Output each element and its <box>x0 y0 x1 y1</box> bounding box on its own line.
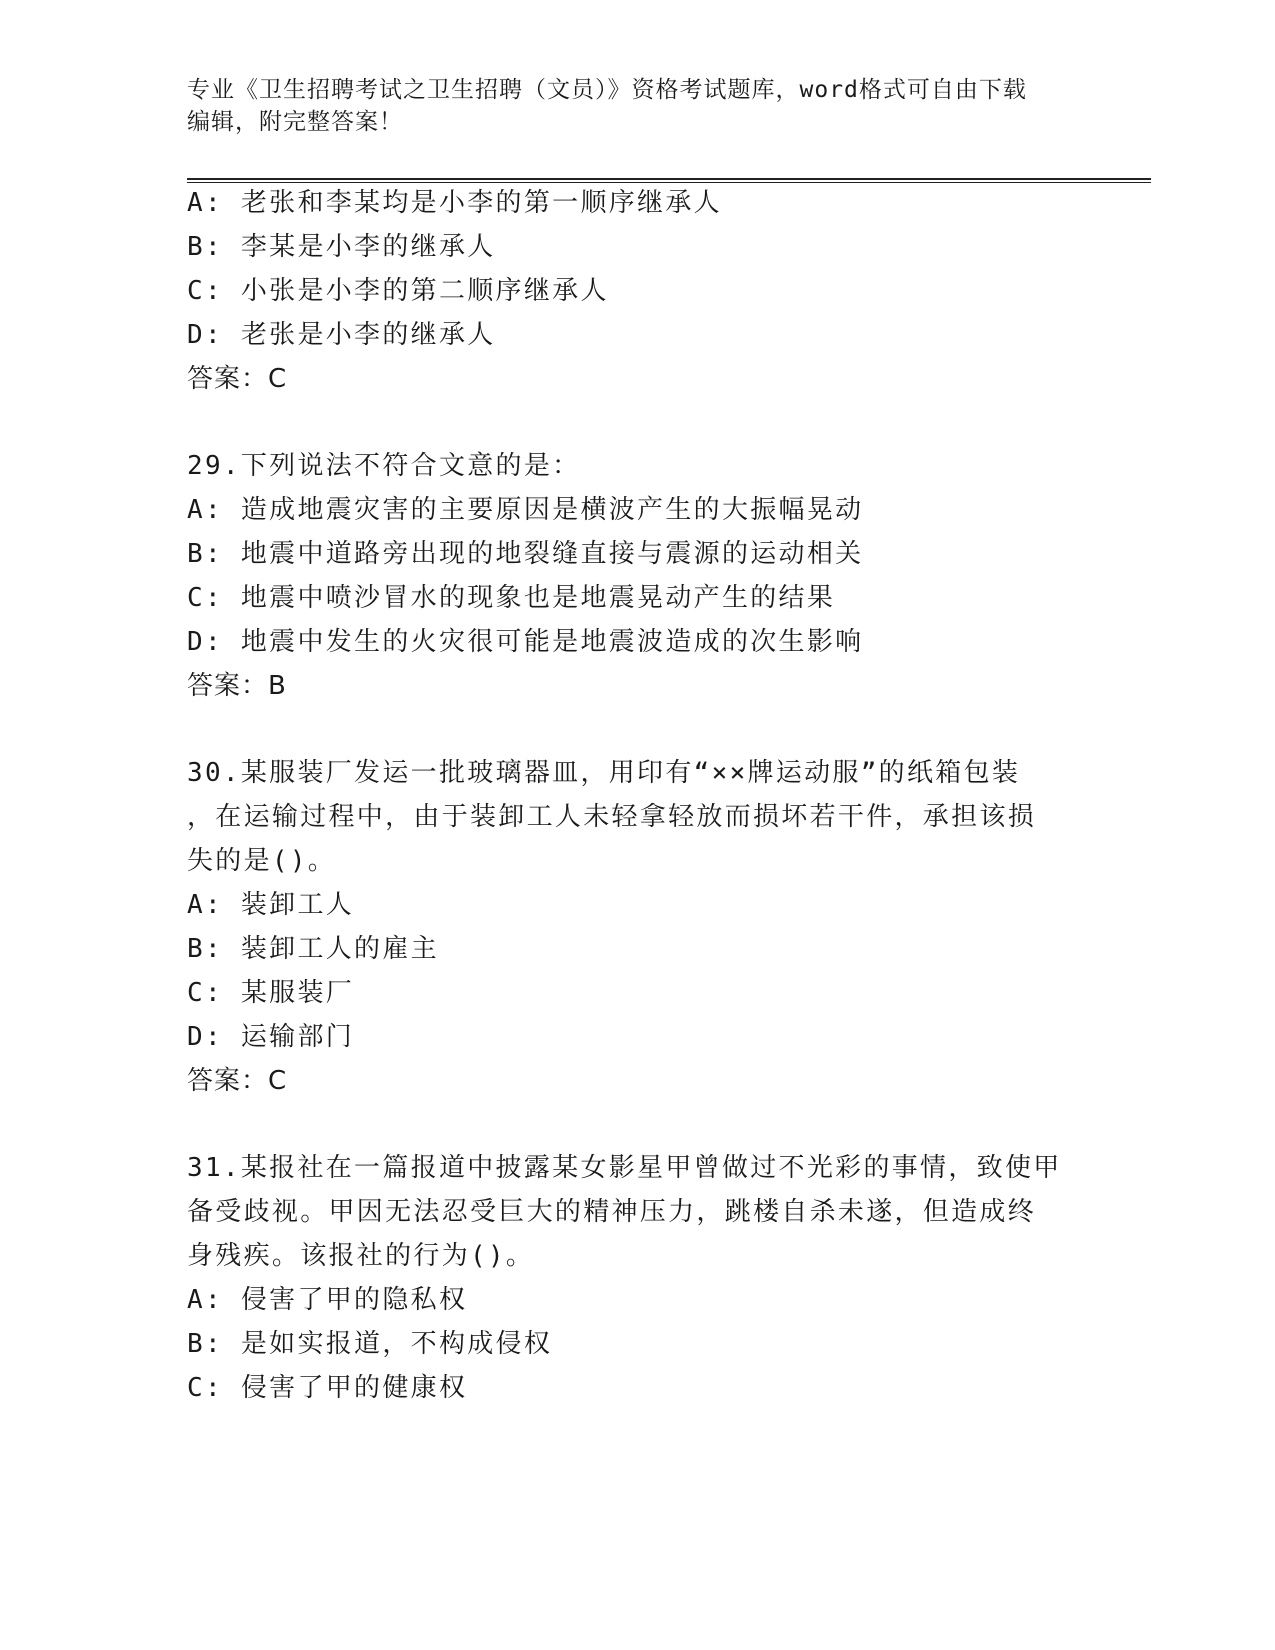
q30-option-b: B: 装卸工人的雇主 <box>187 934 439 964</box>
q28-option-b: B: 李某是小李的继承人 <box>187 232 496 262</box>
q31-stem-line-2: 备受歧视。甲因无法忍受巨大的精神压力，跳楼自杀未遂，但造成终 <box>187 1197 1037 1227</box>
q30-stem-line-1: 30.某服装厂发运一批玻璃器皿，用印有“××牌运动服”的纸箱包装 <box>187 758 1021 788</box>
q29-option-b: B: 地震中道路旁出现的地裂缝直接与震源的运动相关 <box>187 539 864 569</box>
q31-stem-line-1: 31.某报社在一篇报道中披露某女影星甲曾做过不光彩的事情，致使甲 <box>187 1153 1062 1183</box>
q29-answer: 答案：B <box>187 671 287 701</box>
q30-option-d: D: 运输部门 <box>187 1022 355 1052</box>
q30-stem-line-2: ，在运输过程中，由于装卸工人未轻拿轻放而损坏若干件，承担该损 <box>187 802 1037 832</box>
header-divider <box>187 178 1151 183</box>
q28-answer: 答案：C <box>187 364 288 394</box>
q29-option-c: C: 地震中喷沙冒水的现象也是地震晃动产生的结果 <box>187 583 836 613</box>
q28-option-a: A: 老张和李某均是小李的第一顺序继承人 <box>187 188 722 218</box>
document-header <box>187 74 1067 138</box>
q30-answer: 答案：C <box>187 1066 288 1096</box>
q31-option-a: A: 侵害了甲的隐私权 <box>187 1285 468 1315</box>
q30-stem-line-3: 失的是()。 <box>187 846 337 876</box>
q28-option-d: D: 老张是小李的继承人 <box>187 320 496 350</box>
header-line-1: 专业《卫生招聘考试之卫生招聘（文员）》资格考试题库，word格式可自由下载 <box>187 77 1027 103</box>
q30-option-c: C: 某服装厂 <box>187 978 355 1008</box>
q29-option-a: A: 造成地震灾害的主要原因是横波产生的大振幅晃动 <box>187 495 864 525</box>
q31-option-c: C: 侵害了甲的健康权 <box>187 1373 468 1403</box>
q31-option-b: B: 是如实报道，不构成侵权 <box>187 1329 553 1359</box>
q29-stem-line-1: 29.下列说法不符合文意的是： <box>187 451 581 481</box>
header-line-2: 编辑，附完整答案！ <box>187 109 403 135</box>
q28-option-c: C: 小张是小李的第二顺序继承人 <box>187 276 609 306</box>
q31-stem-line-3: 身残疾。该报社的行为()。 <box>187 1241 535 1271</box>
q29-option-d: D: 地震中发生的火灾很可能是地震波造成的次生影响 <box>187 627 864 657</box>
q30-option-a: A: 装卸工人 <box>187 890 355 920</box>
